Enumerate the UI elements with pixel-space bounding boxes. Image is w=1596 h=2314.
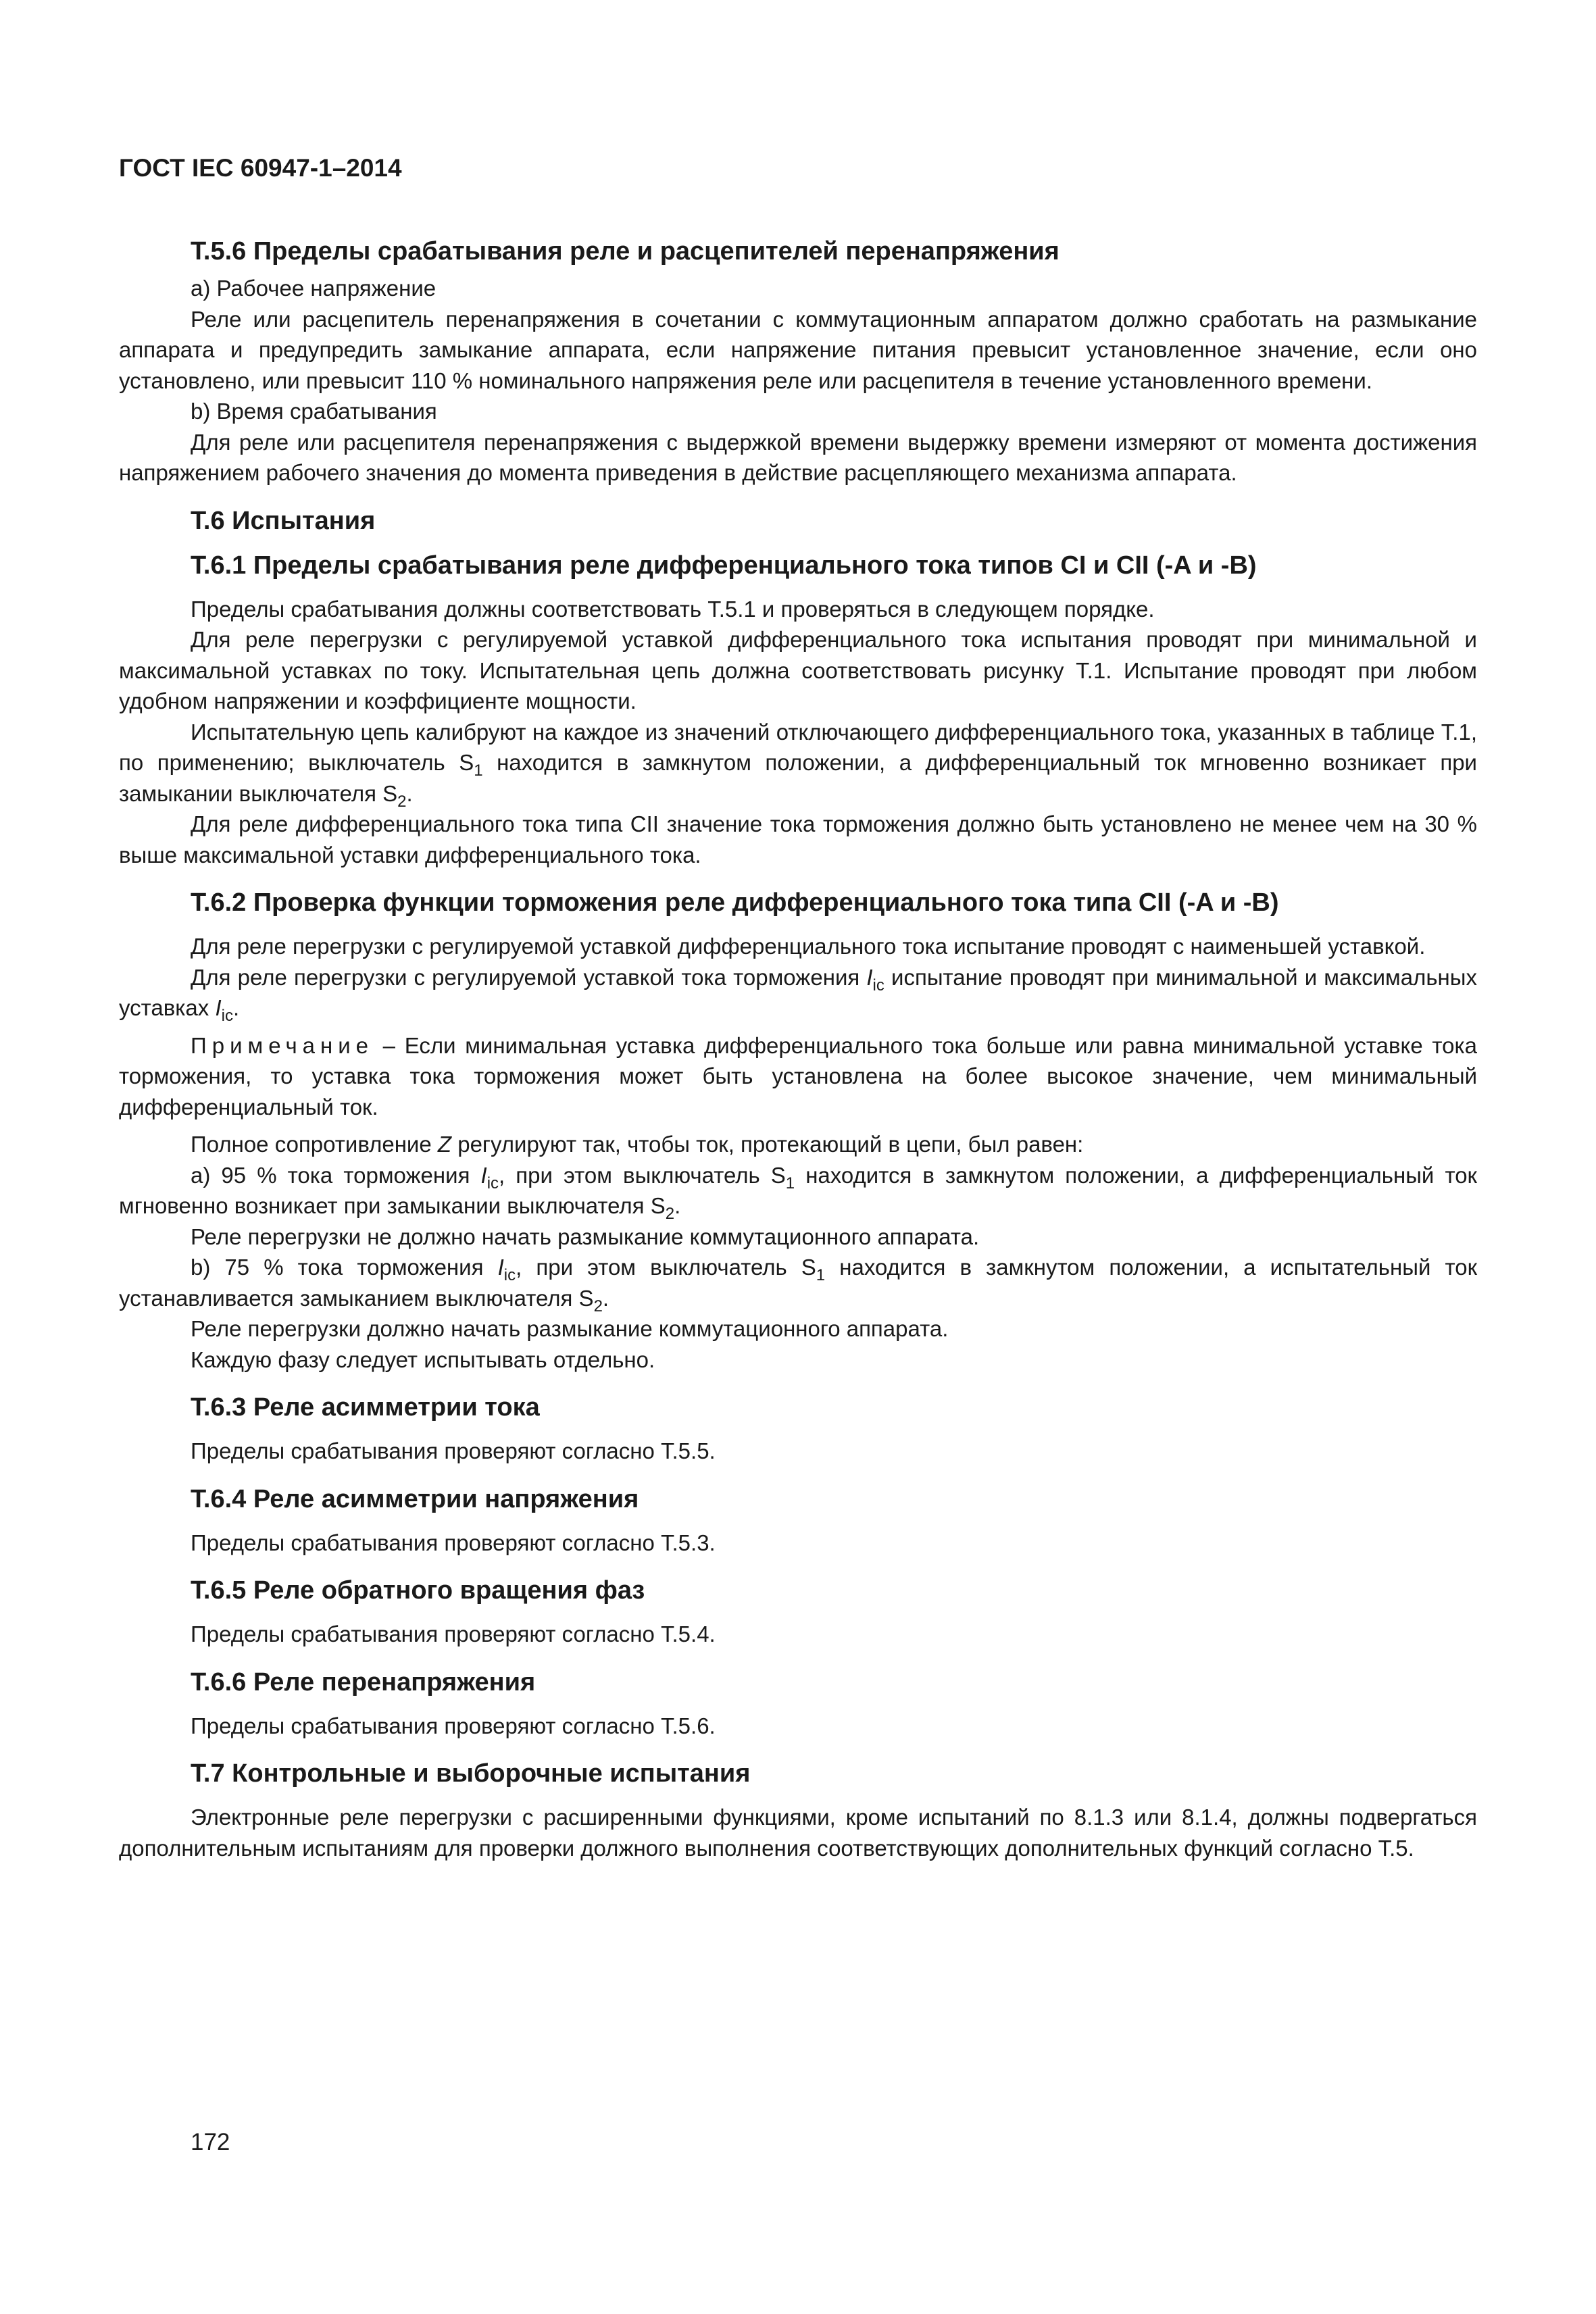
heading-t6-4: Т.6.4 Реле асимметрии напряжения — [191, 1484, 639, 1513]
heading-t5-6: Т.5.6 Пределы срабатывания реле и расцепителей перенапряжения — [191, 237, 1059, 266]
paragraph: Пределы срабатывания проверяют согласно Т.5.3. — [191, 1530, 716, 1555]
paragraph: Для реле перегрузки с регулируемой уставкой дифференциального тока испытание проводят с наименьшей уставкой. — [191, 934, 1426, 959]
paragraph: Электронные реле перегрузки с расширенными функциями, кроме испытаний по 8.1.3 или 8.1.4, должны подвергаться дополнительным испытаниям для проверки должного выполнения соответствующих дополнительных функций согласно Т.5. — [119, 1805, 1477, 1861]
paragraph: Пределы срабатывания проверяют согласно Т.5.5. — [191, 1438, 716, 1463]
paragraph: Для реле или расцепителя перенапряжения с выдержкой времени выдержку времени измеряют от момента достижения напряжением рабочего значения до момента приведения в действие расцепляющего механизма аппарата. — [119, 429, 1477, 485]
paragraph: Каждую фазу следует испытывать отдельно. — [191, 1347, 655, 1372]
paragraph: Пределы срабатывания должны соответствовать Т.5.1 и проверяться в следующем порядке. — [191, 596, 1155, 622]
paragraph: Пределы срабатывания проверяют согласно Т.5.6. — [191, 1713, 716, 1738]
note-label: Примечание — [191, 1032, 374, 1058]
paragraph: Полное сопротивление Z регулируют так, чтобы ток, протекающий в цепи, был равен: — [191, 1132, 1084, 1157]
list-item-b: b) 75 % тока торможения $I_{ic}$, при этом выключатель $S_1$ находится в замкнутом положении, а испытательный ток устанавливается замыканием выключателя $S_2$. — [119, 1255, 1478, 1315]
paragraph: Реле или расцепитель перенапряжения в сочетании с коммутационным аппаратом должно сработать на размыкание аппарата и предупредить замыкание аппарата, если напряжение питания превысит установленное значение, если оно установлено, или превысит 110 % номинального напряжения реле или расцепителя в течение установленного времени. — [119, 306, 1477, 393]
list-item-a: a) Рабочее напряжение — [191, 276, 437, 301]
paragraph: Реле перегрузки должно начать размыкание коммутационного аппарата. — [191, 1316, 949, 1341]
paragraph: Для реле перегрузки с регулируемой уставкой тока торможения $I_{ic}$ испытание проводят при минимальной и максимальных уставках $I_{ic}$. — [119, 964, 1477, 1025]
page-number: 172 — [191, 2129, 230, 2155]
heading-t6-3: Т.6.3 Реле асимметрии тока — [191, 1393, 540, 1422]
paragraph: Испытательную цепь калибруют на каждое из значений отключающего дифференциального тока, указанных в таблице Т.1, по применению; выключатель $S_1$ находится в замкнутом положении, а дифференциальный ток мгновенно возникает при замыкании выключателя $S_2$. — [119, 719, 1477, 811]
paragraph: Для реле перегрузки с регулируемой уставкой дифференциального тока испытания проводят при минимальной и максимальной уставках по току. Испытательная цепь должна соответствовать рисунку Т.1. Испытание проводят при любом удобном напряжении и коэффициенте мощности. — [119, 627, 1477, 713]
heading-t6-5: Т.6.5 Реле обратного вращения фаз — [191, 1576, 645, 1605]
paragraph: Реле перегрузки не должно начать размыкание коммутационного аппарата. — [191, 1224, 980, 1249]
heading-t7: Т.7 Контрольные и выборочные испытания — [191, 1759, 751, 1788]
heading-t6-6: Т.6.6 Реле перенапряжения — [191, 1667, 536, 1696]
note-paragraph: Примечание – Если минимальная уставка дифференциального тока больше или равна минимальной уставке тока торможения, то уставка тока торможения может быть установлена на более высокое значение, чем минимальный дифференциальный ток. — [119, 1032, 1477, 1120]
page-content — [119, 153, 1477, 1863]
list-item-b: b) Время срабатывания — [191, 399, 437, 424]
heading-t6: Т.6 Испытания — [191, 506, 376, 535]
list-item-a: а) 95 % тока торможения $I_{ic}$, при этом выключатель $S_1$ находится в замкнутом положении, а дифференциальный ток мгновенно возникает при замыкании выключателя $S_2$. — [119, 1162, 1477, 1223]
document-code: ГОСТ IEC 60947-1–2014 — [119, 154, 402, 182]
paragraph: Для реле дифференциального тока типа CII значение тока торможения должно быть установлено не менее чем на 30 % выше максимальной уставки дифференциального тока. — [119, 811, 1477, 867]
paragraph: Пределы срабатывания проверяют согласно Т.5.4. — [191, 1621, 716, 1646]
heading-t6-1: Т.6.1 Пределы срабатывания реле дифференциального тока типов CI и CII (-A и -B) — [191, 551, 1257, 580]
heading-t6-2: Т.6.2 Проверка функции торможения реле дифференциального тока типа CII (-A и -B) — [191, 888, 1279, 917]
